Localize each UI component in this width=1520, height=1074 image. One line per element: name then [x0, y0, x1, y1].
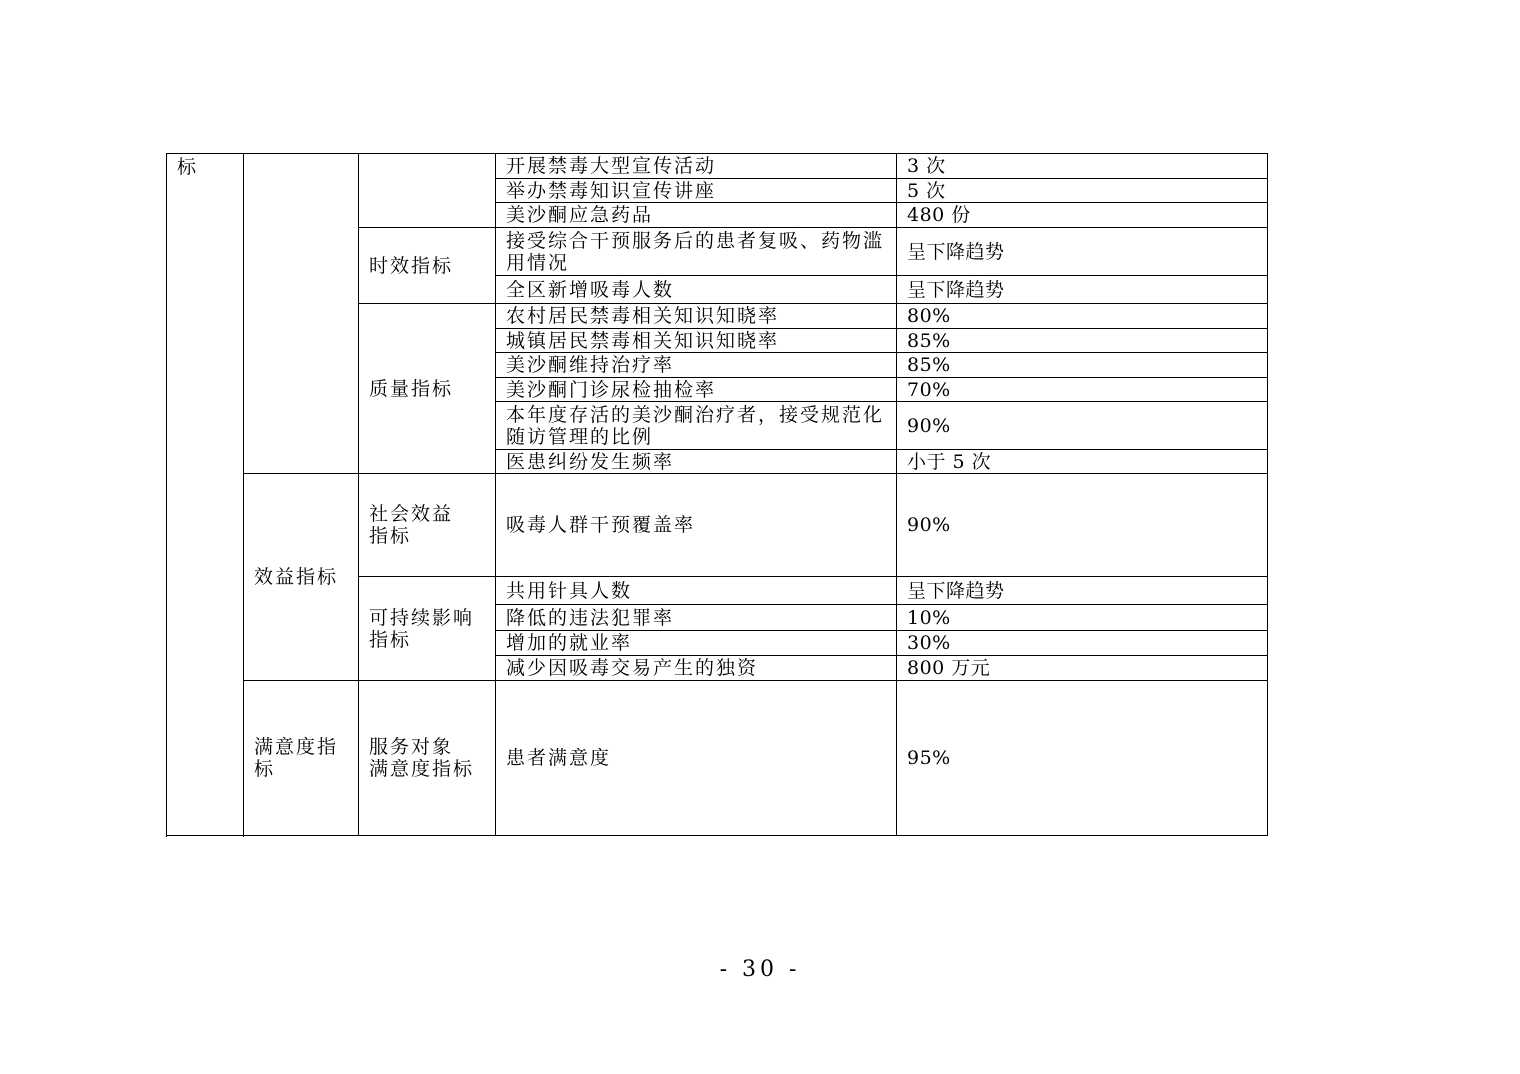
satisfaction-group-cell [244, 681, 359, 836]
service-satisfaction-group-cell [359, 681, 496, 836]
quality-group-cell: 质量指标 [359, 304, 496, 474]
value-cell: 80% [897, 304, 1268, 329]
value-cell: 5 次 [897, 179, 1268, 203]
second-level-output-cell [244, 154, 359, 474]
satisfaction-line2: 标 [254, 758, 276, 780]
first-level-indicator-label: 标 [177, 156, 199, 178]
value-cell: 3 次 [897, 154, 1268, 179]
indicator-cell: 增加的就业率 [496, 631, 897, 656]
timeliness-group-cell: 时效指标 [359, 228, 496, 304]
indicator-cell: 美沙酮门诊尿检抽检率 [496, 378, 897, 402]
value-cell: 小于 5 次 [897, 450, 1268, 474]
indicator-cell: 举办禁毒知识宣传讲座 [496, 179, 897, 203]
page-number: - 30 - [719, 957, 801, 982]
indicator-cell: 城镇居民禁毒相关知识知晓率 [496, 329, 897, 353]
value-cell: 95% [897, 681, 1268, 836]
value-cell: 800 万元 [897, 656, 1268, 681]
value-cell: 30% [897, 631, 1268, 656]
indicator-cell: 患者满意度 [496, 681, 897, 836]
sustainable-line2: 指标 [369, 628, 412, 651]
table-row [167, 474, 1268, 577]
table-row [167, 681, 1268, 836]
satisfaction-line1: 满意度指 [254, 736, 339, 758]
social-benefit-group-cell [359, 474, 496, 577]
table-row [167, 154, 1268, 179]
performance-indicator-table [166, 153, 1268, 836]
indicator-cell: 吸毒人群干预覆盖率 [496, 474, 897, 577]
service-line2: 满意度指标 [369, 758, 475, 780]
social-benefit-line2: 指标 [369, 525, 412, 547]
value-cell: 90% [897, 402, 1268, 450]
indicator-cell: 接受综合干预服务后的患者复吸、药物滥用情况 [496, 228, 897, 276]
value-cell: 70% [897, 378, 1268, 402]
indicator-cell: 美沙酮应急药品 [496, 203, 897, 228]
indicator-cell: 共用针具人数 [496, 577, 897, 605]
third-level-quantity-cell [359, 154, 496, 228]
indicator-cell: 减少因吸毒交易产生的独资 [496, 656, 897, 681]
value-cell: 480 份 [897, 203, 1268, 228]
indicator-cell: 本年度存活的美沙酮治疗者，接受规范化随访管理的比例 [496, 402, 897, 450]
indicator-cell: 医患纠纷发生频率 [496, 450, 897, 474]
indicator-cell: 全区新增吸毒人数 [496, 276, 897, 304]
indicator-cell: 农村居民禁毒相关知识知晓率 [496, 304, 897, 329]
sustainable-line1: 可持续影响 [369, 606, 475, 629]
indicator-cell: 美沙酮维持治疗率 [496, 353, 897, 378]
value-cell: 90% [897, 474, 1268, 577]
first-level-indicator-cell [167, 154, 244, 836]
value-cell: 呈下降趋势 [897, 228, 1268, 276]
social-benefit-line1: 社会效益 [369, 503, 454, 525]
value-cell: 10% [897, 605, 1268, 631]
indicator-cell: 开展禁毒大型宣传活动 [496, 154, 897, 179]
service-line1: 服务对象 [369, 736, 454, 758]
benefit-group-cell: 效益指标 [244, 474, 359, 681]
indicator-cell: 降低的违法犯罪率 [496, 605, 897, 631]
sustainable-impact-group-cell [359, 577, 496, 681]
value-cell: 85% [897, 353, 1268, 378]
value-cell: 呈下降趋势 [897, 276, 1268, 304]
value-cell: 85% [897, 329, 1268, 353]
value-cell: 呈下降趋势 [897, 577, 1268, 605]
